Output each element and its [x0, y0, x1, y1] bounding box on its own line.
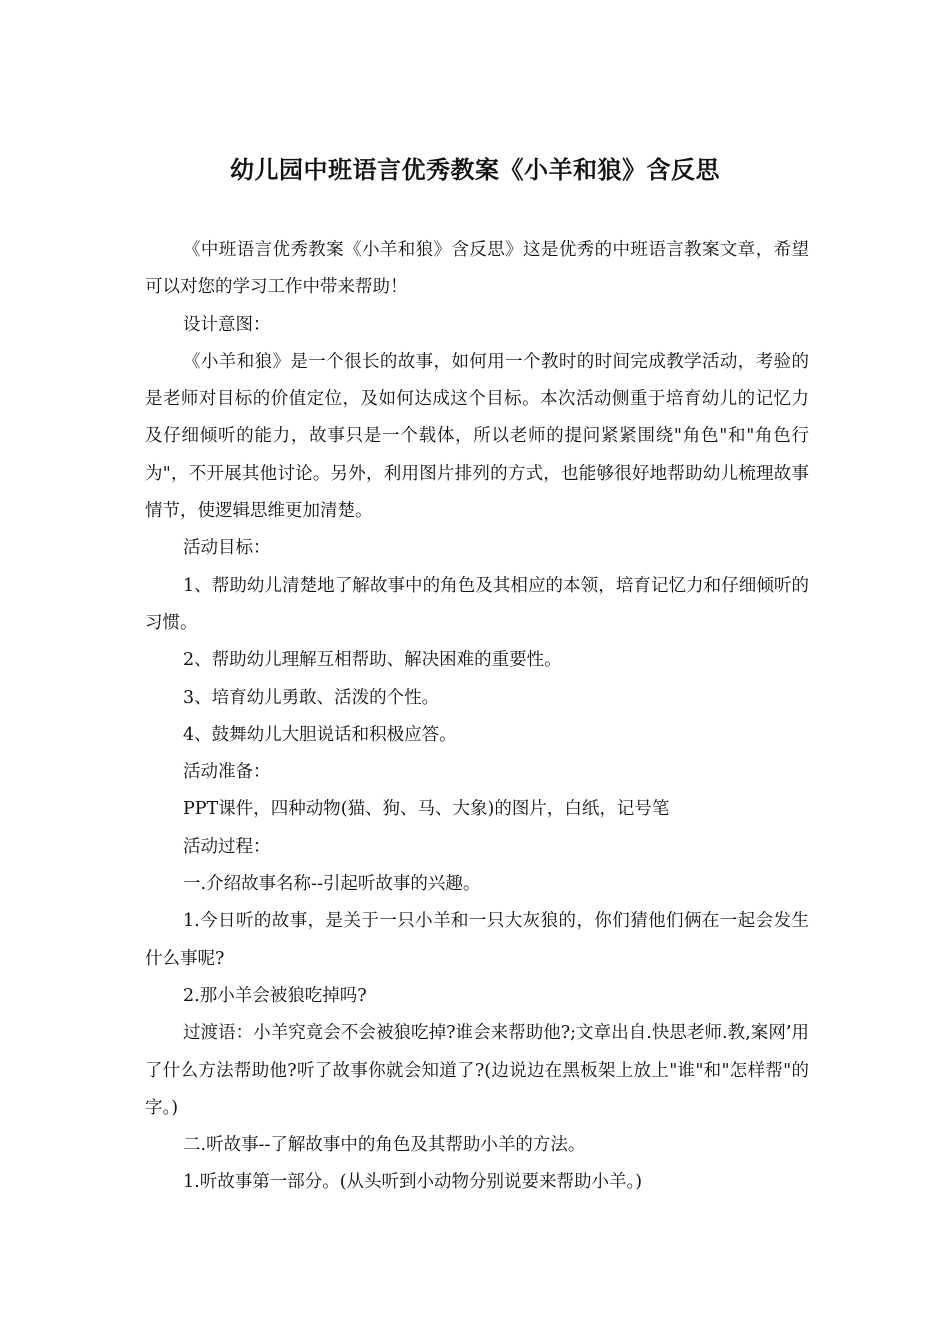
document-body — [145, 232, 809, 1202]
activity-prep-paragraph: PPT课件，四种动物(猫、狗、马、大象)的图片，白纸，记号笔 — [183, 799, 670, 820]
section-heading-design-intent: 设计意图： — [183, 314, 271, 335]
process-step-1: 一.介绍故事名称--引起听故事的兴趣。 — [183, 874, 481, 895]
process-step-2: 二.听故事--了解故事中的角色及其帮助小羊的方法。 — [183, 1135, 586, 1156]
goal-item-1: 1、帮助幼儿清楚地了解故事中的角色及其相应的本领，培育记忆力和仔细倾听的习惯。 — [145, 575, 809, 633]
process-step-1-2: 2.那小羊会被狼吃掉吗? — [183, 985, 367, 1006]
document-title: 幼儿园中班语言优秀教案《小羊和狼》含反思 — [230, 156, 720, 184]
goal-item-4: 4、鼓舞幼儿大胆说话和积极应答。 — [183, 724, 457, 745]
goal-item-2: 2、帮助幼儿理解互相帮助、解决困难的重要性。 — [183, 650, 562, 671]
transition-paragraph: 过渡语：小羊究竟会不会被狼吃掉?谁会来帮助他?;文章出自.快思老师.教,案网’用了什么方法帮助他?听了故事你就会知道了?(边说边在黑板架上放上"谁"和"怎样帮"的字。) — [145, 1023, 809, 1118]
section-heading-activity-goals: 活动目标： — [183, 538, 271, 559]
intro-paragraph: 《中班语言优秀教案《小羊和狼》含反思》这是优秀的中班语言教案文章，希望可以对您的学习工作中带来帮助！ — [145, 240, 809, 298]
section-heading-activity-prep: 活动准备： — [183, 762, 271, 783]
process-step-2-1: 1.听故事第一部分。(从头听到小动物分别说要来帮助小羊。) — [183, 1172, 643, 1193]
process-step-1-1: 1.今日听的故事，是关于一只小羊和一只大灰狼的，你们猜他们俩在一起会发生什么事呢? — [145, 911, 809, 969]
design-intent-paragraph: 《小羊和狼》是一个很长的故事，如何用一个教时的时间完成教学活动，考验的是老师对目标的价值定位，及如何达成这个目标。本次活动侧重于培育幼儿的记忆力及仔细倾听的能力，故事只是一个载体，所以老师的提问紧紧围绕"角色"和"角色行为"，不开展其他讨论。另外，利用图片排列的方式，也能够很好地帮助幼儿梳理故事情节，使逻辑思维更加清楚。 — [145, 351, 809, 522]
section-heading-activity-process: 活动过程： — [183, 836, 271, 857]
goal-item-3: 3、培育幼儿勇敢、活泼的个性。 — [183, 687, 440, 708]
